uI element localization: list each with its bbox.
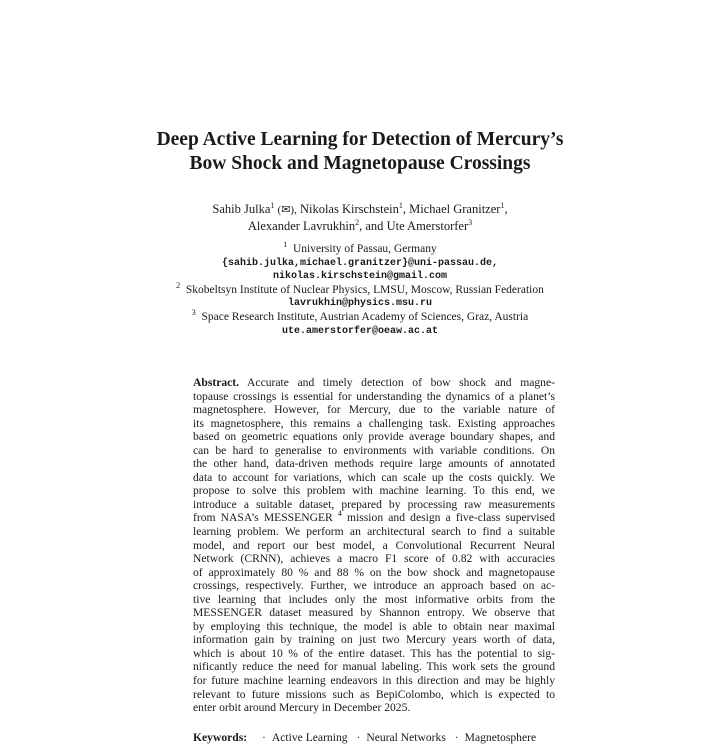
abstract-line: data to account for variations, which can scale up the costs quickly. We (193, 470, 555, 484)
author-separator: , (402, 202, 407, 216)
author-list (60, 201, 660, 234)
affiliation-name: Space Research Institute, Austrian Academy of Sciences, Graz, Austria (201, 310, 529, 323)
author-name: Alexander Lavrukhin (247, 219, 356, 233)
author-affil-mark: 1 (270, 201, 275, 210)
author-separator: , (504, 202, 508, 216)
author-line (60, 218, 660, 234)
affiliation-mark: 1 (283, 240, 288, 249)
abstract-line: crossings, respectively. Further, we introduce an approach based on ac- (193, 579, 555, 593)
keyword: Neural Networks (366, 731, 446, 744)
abstract-line: its magnetosphere, this remains a challenging task. Existing approaches (193, 416, 555, 430)
abstract-line: nificantly reduce the need for manual labeling. This work sets the ground (193, 660, 555, 674)
abstract-line: introduce a suitable dataset, prepared by processing raw measurements (193, 497, 555, 511)
title-line: Deep Active Learning for Detection of Mercury’s (156, 129, 564, 150)
footnote-mark: 4 (337, 509, 342, 519)
email-line: lavrukhin@physics.msu.ru (287, 298, 433, 310)
abstract-text: mission and design a five-class supervised (347, 511, 555, 525)
author-separator: , and (359, 219, 384, 233)
abstract-line: model, and report our best model, a Convolutional Recurrent Neural (193, 538, 555, 552)
affiliation-name: University of Passau, Germany (293, 243, 437, 255)
abstract-line: topause crossings is essential for understanding the dynamics of a planet’s (193, 389, 555, 403)
abstract-line: relevant to future missions such as BepiColombo, which is expected to (193, 687, 555, 701)
abstract-line: by employing this technique, the model is able to obtain near maximal (193, 619, 555, 633)
abstract-line: information gain by training on just two Mercury years worth of data, (193, 633, 555, 647)
keyword-separator: · (356, 731, 361, 744)
email-line: nikolas.kirschstein@gmail.com (272, 271, 448, 283)
abstract-text: from NASA’s MESSENGER (193, 511, 333, 525)
author-name: Michael Granitzer (409, 202, 501, 216)
abstract-line (193, 376, 555, 390)
abstract-line: of approximately 80 % and 88 % on the bow shock and magnetopause (193, 565, 555, 579)
abstract-line: learning problem. We perform an architectural search to find a suitable (193, 525, 555, 539)
email-line: {sahib.julka,michael.granitzer}@uni-passau.de, (221, 257, 499, 269)
abstract-line: can be hard to generalise to environments with variable conditions. On (193, 443, 555, 457)
affiliations (60, 240, 660, 338)
keyword: Active Learning (271, 731, 348, 744)
corresponding-author-envelope-icon: (✉), (277, 204, 297, 216)
author-line (60, 201, 660, 218)
abstract-line: tive learning that includes only the most informative orbits from the (193, 592, 555, 606)
keyword: Magnetosphere (464, 731, 537, 744)
abstract-line: MESSENGER dataset measured by Shannon entropy. We observe that (193, 606, 555, 620)
keywords-label: Keywords: (193, 731, 248, 744)
affiliation-line (60, 307, 660, 325)
affiliation-line (60, 240, 660, 257)
author-affil-mark: 3 (468, 218, 473, 227)
abstract (193, 376, 555, 715)
abstract-label: Abstract. (193, 376, 240, 389)
title-line: Bow Shock and Magnetopause Crossings (189, 153, 531, 174)
abstract-line: propose to solve this problem with machine learning. To this end, we (193, 484, 555, 498)
abstract-line: for future machine learning endeavors in this direction and may be highly (193, 674, 555, 688)
author-name: Sahib Julka (212, 202, 271, 216)
abstract-text: Accurate and timely detection of bow shock and magne- (247, 376, 555, 389)
author-affil-mark: 1 (500, 201, 505, 210)
author-name: Nikolas Kirschstein (299, 202, 399, 216)
email-line: ute.amerstorfer@oeaw.ac.at (281, 325, 439, 337)
keyword-separator: · (262, 731, 266, 744)
abstract-line: based on geometric equations only provide average boundary shapes, and (193, 430, 555, 444)
keyword-separator: · (454, 731, 459, 744)
abstract-line: magnetosphere. However, for Mercury, due to the variable nature of (193, 403, 555, 417)
author-name: Ute Amerstorfer (386, 219, 469, 233)
abstract-line: which is about 10 % of the entire dataset. This has the potential to sig- (193, 646, 555, 660)
author-affil-mark: 2 (355, 218, 360, 227)
abstract-line (193, 511, 555, 525)
abstract-line: Network (CRNN), achieves a macro F1 score of 0.82 with accuracies (193, 552, 555, 566)
affiliation-line (60, 280, 660, 298)
paper-title (60, 128, 660, 176)
affiliation-name: Skobeltsyn Institute of Nuclear Physics, LMSU, Moscow, Russian Federation (185, 283, 544, 296)
keywords (193, 731, 536, 745)
abstract-line: enter orbit around Mercury in December 2025. (193, 701, 411, 715)
affiliation-mark: 2 (176, 280, 181, 290)
affiliation-mark: 3 (191, 307, 196, 317)
author-affil-mark: 1 (398, 201, 403, 210)
abstract-line: the other hand, data-driven methods require large amounts of annotated (193, 457, 555, 471)
